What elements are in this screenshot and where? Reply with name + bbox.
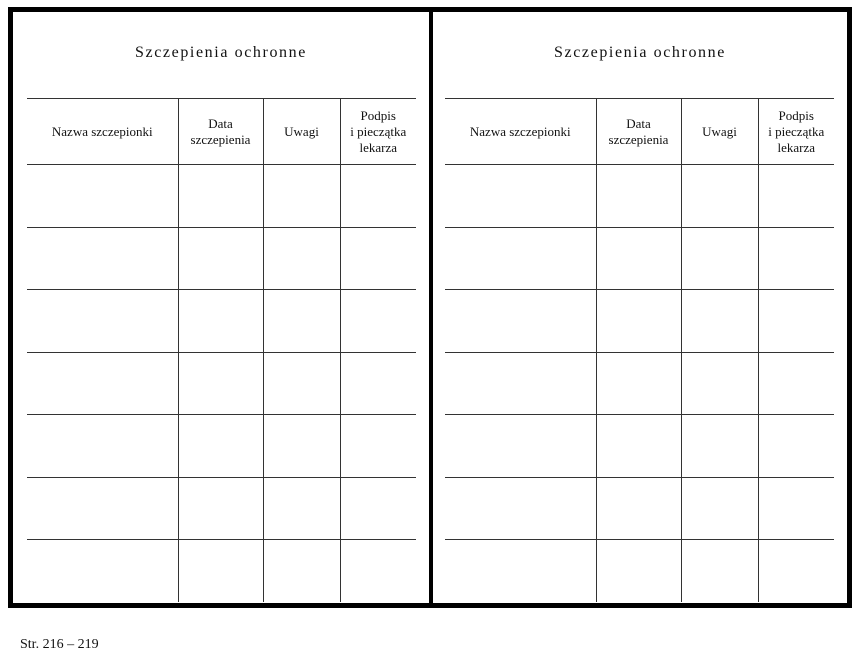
- cell-doctor-signature: [340, 227, 416, 290]
- cell-vaccination-date: [178, 352, 263, 415]
- table-body: [445, 165, 834, 602]
- cell-notes: [263, 415, 340, 478]
- table-row: [27, 477, 416, 540]
- cell-vaccination-date: [596, 352, 681, 415]
- cell-notes: [263, 477, 340, 540]
- vaccination-table: [27, 98, 416, 602]
- cell-notes: [681, 165, 758, 228]
- vaccination-page-left: [12, 11, 430, 604]
- cell-notes: [681, 415, 758, 478]
- cell-notes: [263, 290, 340, 353]
- cell-doctor-signature: [340, 415, 416, 478]
- cell-vaccination-date: [178, 227, 263, 290]
- cell-vaccine-name: [27, 477, 178, 540]
- column-header-doctor-signature: Podpis i pieczątka lekarza: [340, 99, 416, 165]
- cell-vaccination-date: [596, 165, 681, 228]
- column-header-doctor-signature: Podpis i pieczątka lekarza: [758, 99, 834, 165]
- table-row: [445, 477, 834, 540]
- column-header-vaccination-date: Data szczepienia: [178, 99, 263, 165]
- cell-vaccine-name: [27, 227, 178, 290]
- cell-vaccine-name: [27, 352, 178, 415]
- cell-doctor-signature: [340, 352, 416, 415]
- table-row: [27, 227, 416, 290]
- cell-vaccination-date: [178, 165, 263, 228]
- column-header-notes: Uwagi: [263, 99, 340, 165]
- cell-notes: [681, 290, 758, 353]
- booklet-spread: [8, 7, 852, 608]
- page-title: Szczepienia ochronne: [554, 44, 726, 61]
- table-row: [445, 352, 834, 415]
- column-header-vaccine-name: Nazwa szczepionki: [27, 99, 178, 165]
- table-row: [27, 540, 416, 602]
- cell-vaccination-date: [178, 540, 263, 602]
- cell-notes: [263, 227, 340, 290]
- cell-notes: [681, 227, 758, 290]
- cell-vaccination-date: [596, 290, 681, 353]
- table-header-row: [445, 99, 834, 165]
- column-header-notes: Uwagi: [681, 99, 758, 165]
- cell-doctor-signature: [340, 477, 416, 540]
- cell-doctor-signature: [758, 165, 834, 228]
- column-header-vaccine-name: Nazwa szczepionki: [445, 99, 596, 165]
- cell-vaccine-name: [445, 290, 596, 353]
- cell-vaccination-date: [596, 477, 681, 540]
- vaccination-table: [445, 98, 834, 602]
- cell-doctor-signature: [758, 477, 834, 540]
- cell-vaccine-name: [27, 415, 178, 478]
- cell-notes: [263, 165, 340, 228]
- table-row: [445, 415, 834, 478]
- cell-notes: [681, 352, 758, 415]
- cell-doctor-signature: [340, 165, 416, 228]
- table-row: [445, 165, 834, 228]
- cell-vaccination-date: [596, 540, 681, 602]
- cell-doctor-signature: [340, 540, 416, 602]
- cell-vaccination-date: [596, 415, 681, 478]
- cell-vaccination-date: [178, 290, 263, 353]
- page-reference: Str. 216 – 219: [20, 637, 99, 652]
- cell-vaccine-name: [445, 540, 596, 602]
- cell-vaccine-name: [445, 352, 596, 415]
- page-title: Szczepienia ochronne: [135, 44, 307, 61]
- cell-vaccine-name: [27, 540, 178, 602]
- table-row: [27, 165, 416, 228]
- cell-notes: [681, 477, 758, 540]
- cell-doctor-signature: [758, 540, 834, 602]
- table-row: [445, 540, 834, 602]
- table-header-row: [27, 99, 416, 165]
- cell-doctor-signature: [758, 290, 834, 353]
- cell-vaccination-date: [596, 227, 681, 290]
- table-row: [27, 415, 416, 478]
- table-row: [445, 227, 834, 290]
- cell-vaccine-name: [27, 165, 178, 228]
- cell-doctor-signature: [758, 415, 834, 478]
- cell-vaccination-date: [178, 477, 263, 540]
- table-body: [27, 165, 416, 602]
- table-row: [27, 352, 416, 415]
- cell-notes: [681, 540, 758, 602]
- vaccination-page-right: [432, 11, 848, 604]
- cell-vaccine-name: [445, 477, 596, 540]
- cell-doctor-signature: [340, 290, 416, 353]
- cell-notes: [263, 540, 340, 602]
- cell-notes: [263, 352, 340, 415]
- cell-vaccine-name: [445, 165, 596, 228]
- cell-doctor-signature: [758, 227, 834, 290]
- cell-vaccine-name: [445, 227, 596, 290]
- cell-vaccination-date: [178, 415, 263, 478]
- table-row: [27, 290, 416, 353]
- cell-doctor-signature: [758, 352, 834, 415]
- cell-vaccine-name: [445, 415, 596, 478]
- table-row: [445, 290, 834, 353]
- column-header-vaccination-date: Data szczepienia: [596, 99, 681, 165]
- cell-vaccine-name: [27, 290, 178, 353]
